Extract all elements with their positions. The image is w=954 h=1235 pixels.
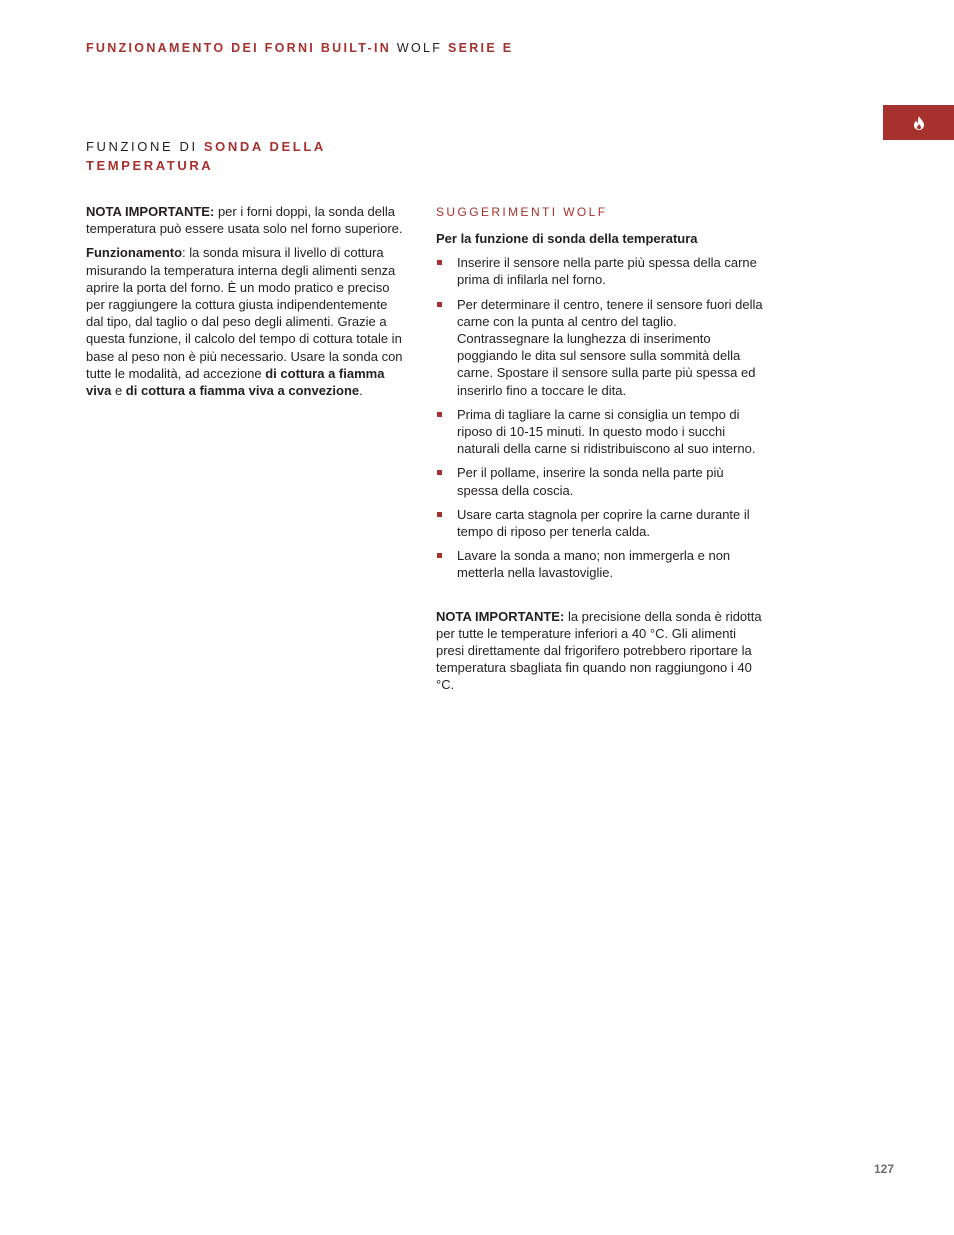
list-item	[436, 464, 766, 498]
right-column	[436, 204, 766, 707]
function-paragraph	[86, 244, 408, 399]
precision-note-text: la precisione della sonda è ridotta per tutte le temperature inferiori a 40 °C. Gli alimenti presi direttamente dal frigorifero potrebbero riportare la temperatura sbagliata fin quando non raggiungono i 40 °C.	[436, 608, 762, 693]
page-number: 127	[874, 1162, 895, 1176]
tips-title: SUGGERIMENTI WOLF	[436, 205, 608, 219]
section-title-accent-1: SONDA DELLA	[203, 139, 326, 154]
note-text: per i forni doppi, la sonda della temperatura può essere usata solo nel forno superiore.	[86, 204, 403, 237]
section-title	[86, 137, 386, 175]
note-label: NOTA IMPORTANTE:	[86, 204, 215, 219]
left-column	[86, 203, 408, 406]
bullet-square-icon	[437, 260, 442, 265]
header-brand: WOLF	[396, 41, 443, 55]
list-item	[436, 296, 766, 399]
tip-text: Inserire il sensore nella parte più spessa della carne prima di infilarla nel forno.	[457, 255, 757, 288]
tip-text: Prima di tagliare la carne si consiglia un tempo di riposo di 10-15 minuti. In questo modo i succhi naturali della carne si ridistribuiscono al suo interno.	[457, 406, 756, 457]
bullet-square-icon	[437, 512, 442, 517]
bullet-square-icon	[437, 412, 442, 417]
flame-icon	[913, 116, 925, 130]
function-end: .	[359, 383, 363, 399]
function-label: Funzionamento	[86, 245, 183, 261]
tip-text: Per determinare il centro, tenere il sensore fuori della carne con la punta al centro del taglio. Contrassegnare la lunghezza di inserimento poggiando le dita sul sensore sulla sommità della carne. Spostare il sensore sulla parte più spessa ed inserirlo fino a toccare le dita.	[457, 296, 763, 398]
section-title-plain: FUNZIONE DI	[86, 139, 198, 154]
header-series: SERIE E	[447, 41, 514, 55]
tip-text: Per il pollame, inserire la sonda nella parte più spessa della coscia.	[457, 465, 724, 498]
bullet-square-icon	[437, 553, 442, 558]
precision-note	[436, 608, 766, 694]
function-mode-2: di cottura a fiamma viva a convezione	[125, 383, 360, 399]
list-item	[436, 547, 766, 581]
list-item	[436, 506, 766, 540]
running-header	[86, 41, 513, 55]
tip-text: Lavare la sonda a mano; non immergerla e non metterla nella lavastoviglie.	[457, 548, 731, 581]
precision-note-label: NOTA IMPORTANTE:	[436, 608, 565, 624]
list-item	[436, 406, 766, 458]
section-title-accent-2: TEMPERATURA	[86, 158, 214, 173]
bullet-square-icon	[437, 302, 442, 307]
tips-list	[436, 254, 766, 581]
function-and: e	[114, 383, 123, 399]
function-text: : la sonda misura il livello di cottura misurando la temperatura interna degli alimenti senza aprire la porta del forno. È un modo pratico e preciso per raggiungere la cottura giusta indipendentemente dal tipo, dal taglio o dal peso degli alimenti. Grazie a questa funzione, il calcolo del tempo di cottura totale in base al peso non è più necessario. Usare la sonda con tutte le modalità, ad accezione	[86, 245, 403, 381]
tips-lead: Per la funzione di sonda della temperatura	[436, 231, 698, 246]
header-title: FUNZIONAMENTO DEI FORNI BUILT-IN	[86, 41, 392, 55]
note-paragraph	[86, 203, 408, 237]
bullet-square-icon	[437, 470, 442, 475]
function-mode-1: di cottura a fiamma viva	[86, 365, 385, 399]
tip-text: Usare carta stagnola per coprire la carne durante il tempo di riposo per tenerla calda.	[457, 506, 750, 540]
section-tab	[883, 105, 954, 140]
list-item	[436, 254, 766, 288]
